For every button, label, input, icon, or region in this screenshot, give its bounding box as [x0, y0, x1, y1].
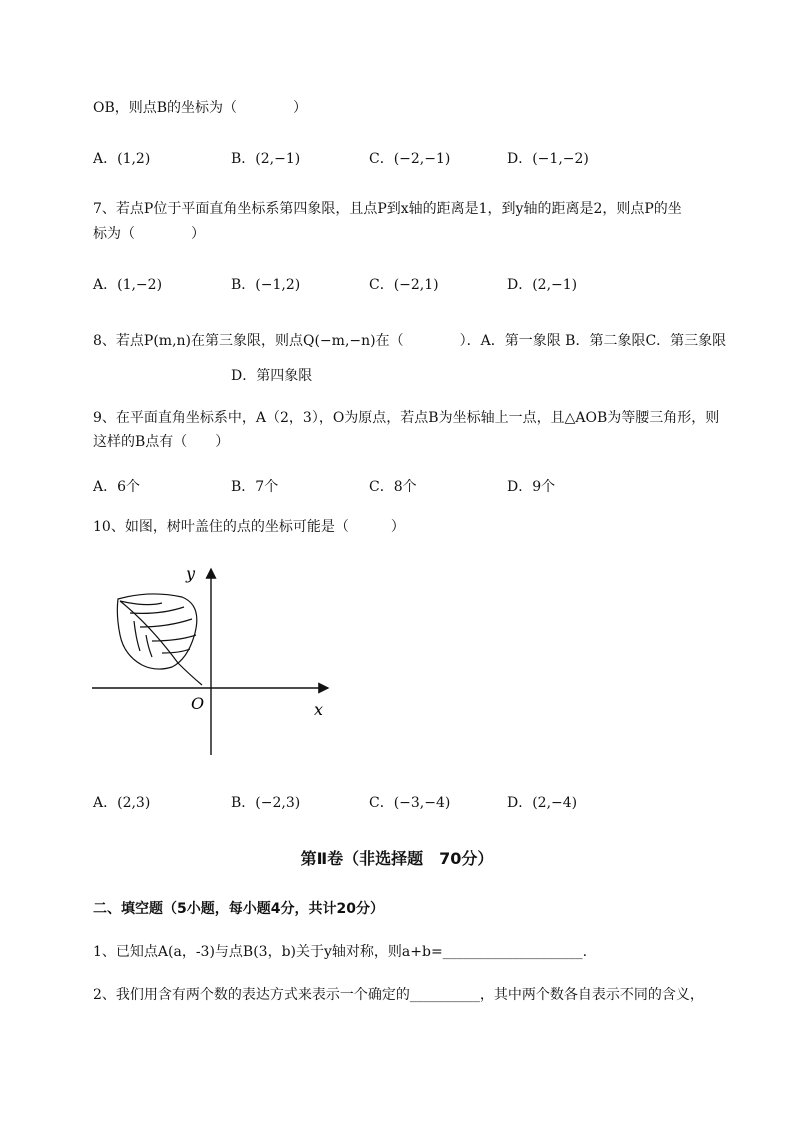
q6-tail: OB，则点B的坐标为（ ） [93, 100, 308, 116]
q9-option-d: D．9个 [507, 479, 556, 495]
part2-title: 第Ⅱ卷（非选择题 70分） [300, 849, 494, 868]
q7-option-a: A．(1,−2) [93, 277, 163, 293]
q10-figure [90, 555, 340, 760]
fill-question-2: 2、我们用含有两个数的表达方式来表示一个确定的__________，其中两个数各自表示不同的含义， [93, 987, 704, 1003]
y-axis-label: y [186, 564, 196, 583]
q10-option-d: D．(2,−4) [507, 795, 578, 811]
origin-label: O [191, 694, 205, 713]
q10-text: 10、如图，树叶盖住的点的坐标可能是（ ） [93, 519, 405, 535]
leaf-icon [117, 594, 202, 685]
q9-text-line1: 9、在平面直角坐标系中，A（2，3），O为原点，若点B为坐标轴上一点，且△AOB为等腰三角形，则 [93, 410, 720, 426]
section2-heading: 二、填空题（5小题，每小题4分，共计20分） [93, 901, 384, 917]
q7-text-line2: 标为（ ） [93, 226, 205, 242]
q7-text-line1: 7、若点P位于平面直角坐标系第四象限，且点P到x轴的距离是1，到y轴的距离是2，则点P的坐 [93, 201, 682, 217]
q10-option-c: C．(−3,−4) [369, 795, 451, 811]
q7-options [93, 274, 713, 294]
q9-text-line2: 这样的B点有（ ） [93, 434, 230, 450]
q9-option-a: A．6个 [93, 479, 141, 495]
q9-option-b: B．7个 [231, 479, 279, 495]
q7-option-b: B．(−1,2) [231, 277, 301, 293]
q6-option-b: B．(2,−1) [231, 151, 301, 167]
q9-options [93, 476, 713, 496]
fill-question-1: 1、已知点A(a，-3)与点B(3，b)关于y轴对称，则a+b=____________________. [93, 944, 588, 960]
q8-text-line1: 8、若点P(m,n)在第三象限，则点Q(−m,−n)在（ ）．A．第一象限 B．第二象限C．第三象限 [93, 333, 727, 349]
q8-option-d: D．第四象限 [231, 368, 313, 384]
q9-option-c: C．8个 [369, 479, 417, 495]
x-axis-label: x [314, 700, 324, 719]
q7-option-d: D．(2,−1) [507, 277, 578, 293]
q6-option-d: D．(−1,−2) [507, 151, 589, 167]
q6-option-a: A．(1,2) [93, 151, 151, 167]
q6-option-c: C．(−2,−1) [369, 151, 451, 167]
q10-option-a: A．(2,3) [93, 795, 151, 811]
q6-options [93, 148, 713, 168]
q10-options [93, 792, 713, 812]
q7-option-c: C．(−2,1) [369, 277, 439, 293]
q10-option-b: B．(−2,3) [231, 795, 301, 811]
